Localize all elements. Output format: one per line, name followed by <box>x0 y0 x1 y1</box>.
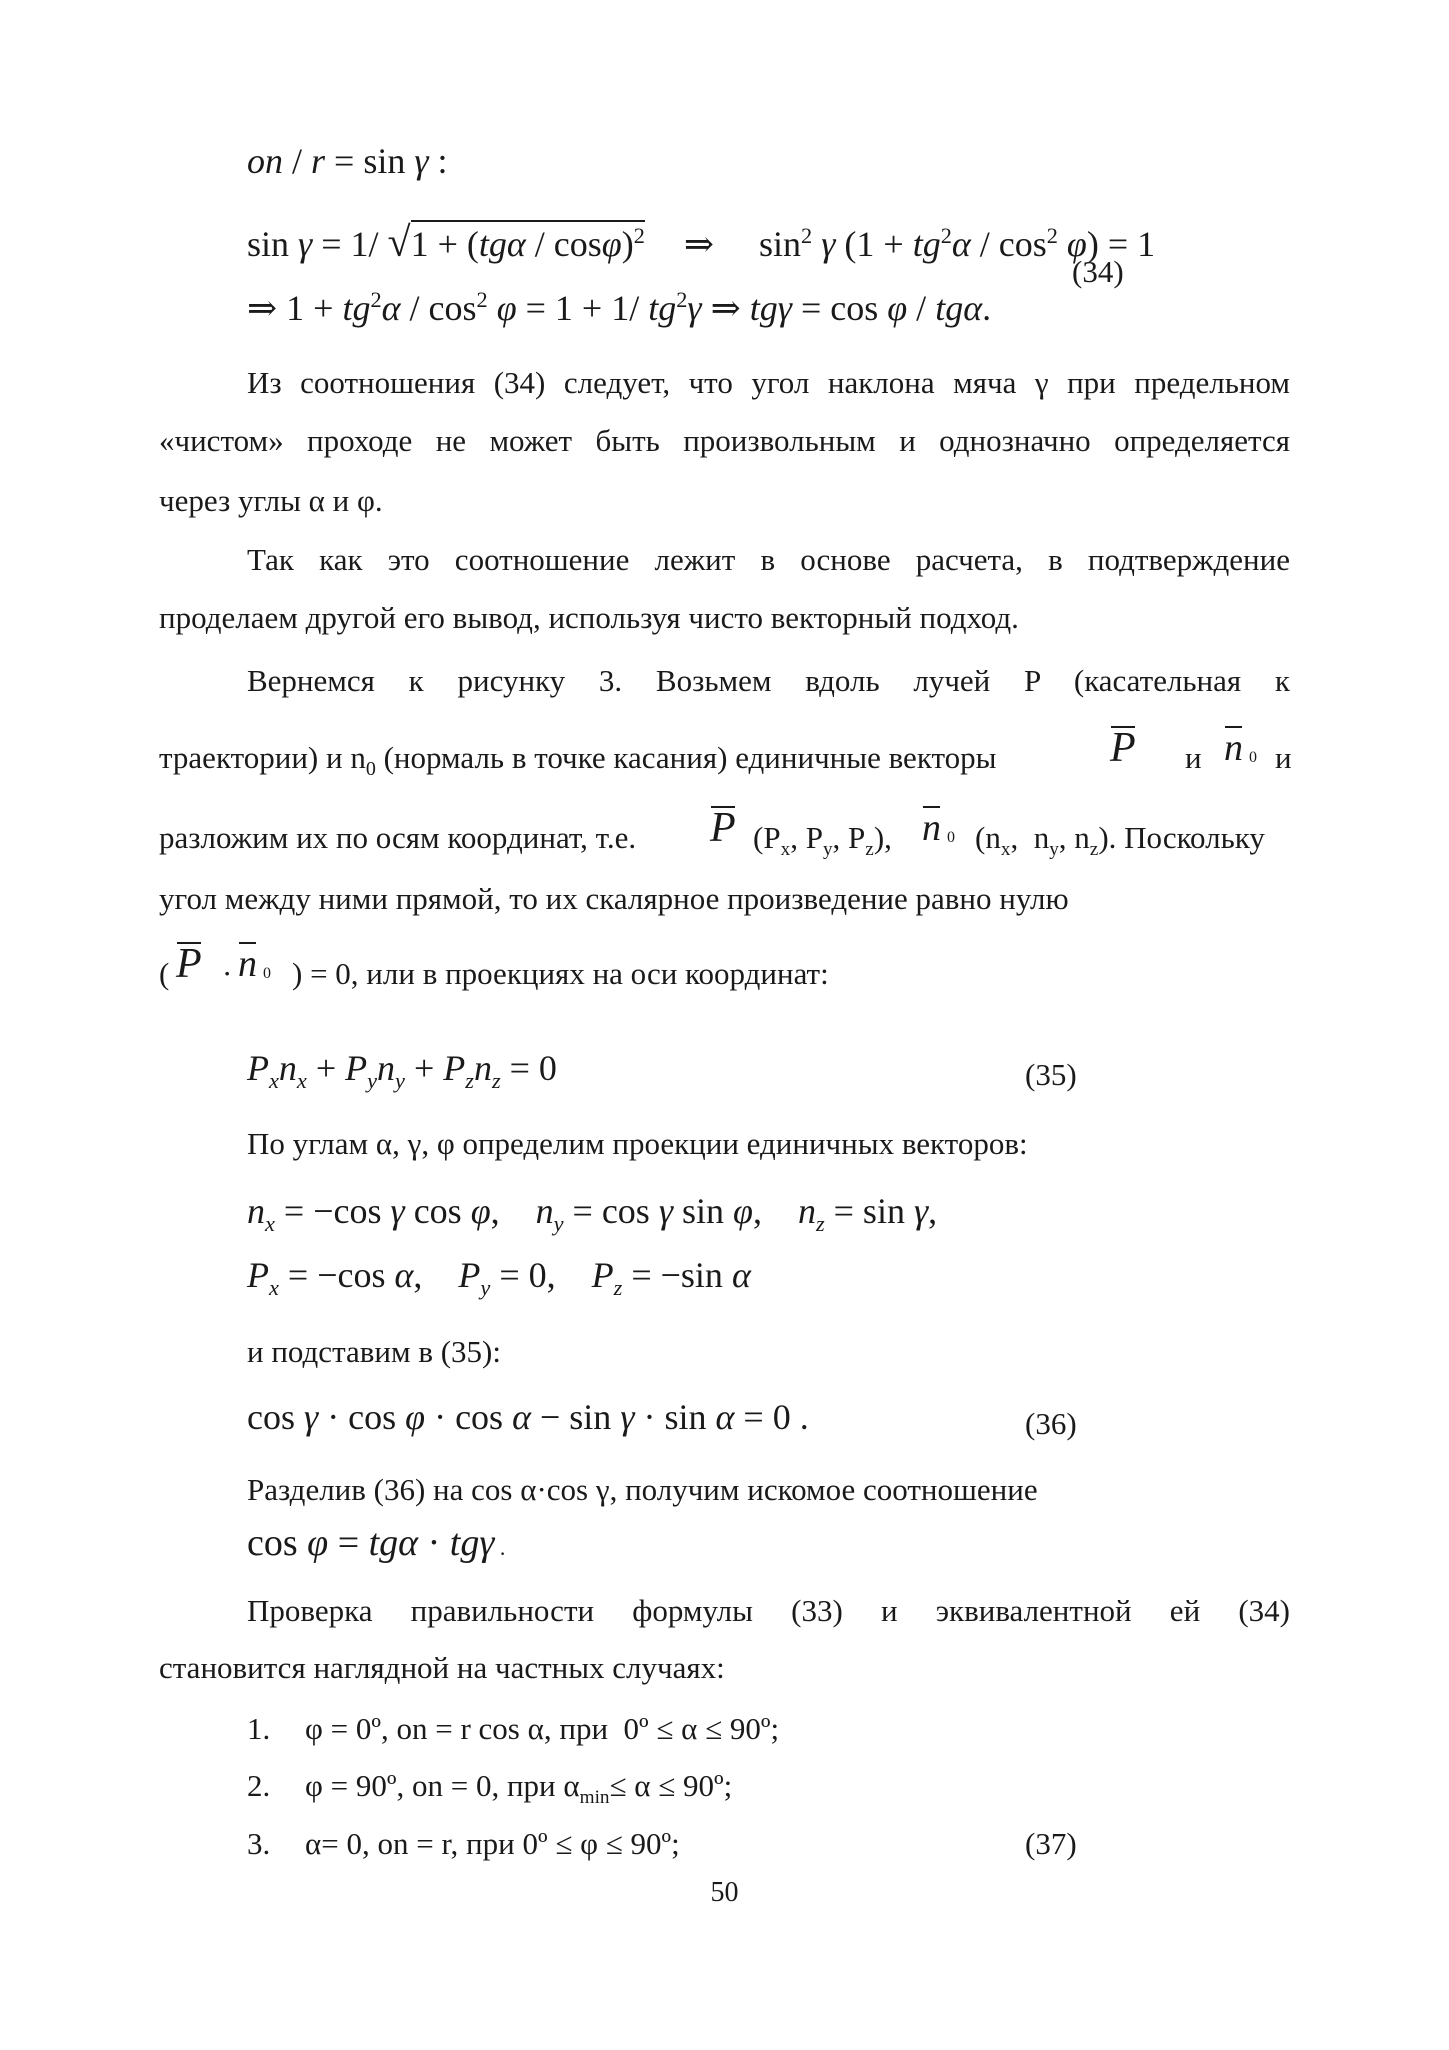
equation-35: $P_xn_x + P_yn_y + P_zn_z = 0$ <box>247 1048 557 1094</box>
paragraph-7-line-2: становится наглядной на частных случаях: <box>159 1650 725 1685</box>
dot-operator: · <box>222 956 233 991</box>
equation-final: cos φ = tgα · tgγ . <box>247 1522 506 1564</box>
paragraph-3-line-2: траектории) и $n_0$ (нормаль в точке касания) единичные векторы <box>159 740 997 781</box>
equation-34-line-2: ⇒ $1 + tg^2\alpha / \cos^2 \varphi = 1 + 1/$ $tg^2\gamma$ ⇒ tgγ = cos φ / tgα. <box>247 287 992 328</box>
equation-n-projections: $n_x = -\cos$ γ cos φ, $n_y = \cos \gamma$ sin φ, $n_z = \sin \gamma$, <box>247 1191 938 1237</box>
page-number: 50 <box>710 1877 739 1908</box>
paragraph-3-line-4: угол между ними прямой, то их скалярное произведение равно нулю <box>159 881 1069 916</box>
vector-n0-components: ($n_x$, $n_y$, $n_z$). Поскольку <box>975 820 1265 861</box>
paragraph-2-line-2: проделаем другой его вывод, используя чисто векторный подход. <box>159 600 1019 635</box>
equation-P-projections: $P_x = -\cos$ α, $P_y = 0$, $P_z = -\sin$ α <box>247 1255 751 1301</box>
equation-number-37: (37) <box>1025 1826 1077 1861</box>
list-item: 2. φ = 90º, on = 0, при $\alpha_{min}\le \alpha$ ≤ 90º; <box>247 1768 733 1809</box>
paragraph-7-line-1: Проверка правильности формулы (33) и эквивалентной ей (34) <box>247 1593 1290 1628</box>
vector-P-inline-1: P <box>1110 725 1136 771</box>
paragraph-3-line-5: ) = 0, или в проекциях на оси координат: <box>292 956 829 991</box>
paragraph-1-line-1: Из соотношения (34) следует, что угол наклона мяча γ при предельном <box>247 365 1290 400</box>
vector-n0-inline-1: n 0 <box>1224 727 1257 769</box>
paragraph-3-line-5-open: ( <box>159 956 170 991</box>
equation-number-36: (36) <box>1025 1406 1077 1441</box>
paragraph-6: Разделив (36) на cos α·cos γ, получим искомое соотношение <box>247 1472 1038 1507</box>
list-item: 3. α= 0, on = r, при 0º ≤ φ ≤ 90º; <box>247 1826 680 1861</box>
paragraph-5: и подставим в (35): <box>247 1334 501 1369</box>
equation-on-r: on / r = sin γ : <box>247 141 448 181</box>
vector-n0-dot-product: n 0 <box>238 943 271 985</box>
paragraph-4: По углам α, γ, φ определим проекции единичных векторов: <box>247 1126 1028 1161</box>
equation-number-34: (34) <box>1072 254 1124 289</box>
vector-n0-inline-2: n 0 <box>922 807 955 849</box>
vector-P-inline-2: P <box>710 805 736 851</box>
equation-34-line-1: sin γ = 1/ √1 + (tgα / cosφ)$^2$ ⇒ $\sin^2 \gamma$ $(1 + tg^2\alpha / \cos^2 \varphi) = 1$ <box>247 220 1156 266</box>
list-item: 1. φ = 0º, on = r cos α, при 0º ≤ α ≤ 90º; <box>247 1711 780 1746</box>
word-and-2: и <box>1275 740 1292 775</box>
paragraph-1-line-2: «чистом» проходе не может быть произвольным и однозначно определяется <box>159 423 1290 458</box>
vector-P-dot-product: P <box>176 941 202 987</box>
vector-P-components: ($P_x$, $P_y$, $P_z$), <box>753 820 892 861</box>
equation-36: cos γ · cos φ · cos α − sin γ · sin α = 0 . <box>247 1397 809 1437</box>
paragraph-3-line-1: Вернемся к рисунку 3. Возьмем вдоль лучей P (касательная к <box>247 663 1290 698</box>
paragraph-3-line-3: разложим их по осям координат, т.е. <box>159 820 637 855</box>
paragraph-2-line-1: Так как это соотношение лежит в основе расчета, в подтверждение <box>247 542 1290 577</box>
word-and-1: и <box>1185 740 1202 775</box>
equation-number-35: (35) <box>1025 1057 1077 1092</box>
paragraph-1-line-3: через углы α и φ. <box>159 483 383 518</box>
